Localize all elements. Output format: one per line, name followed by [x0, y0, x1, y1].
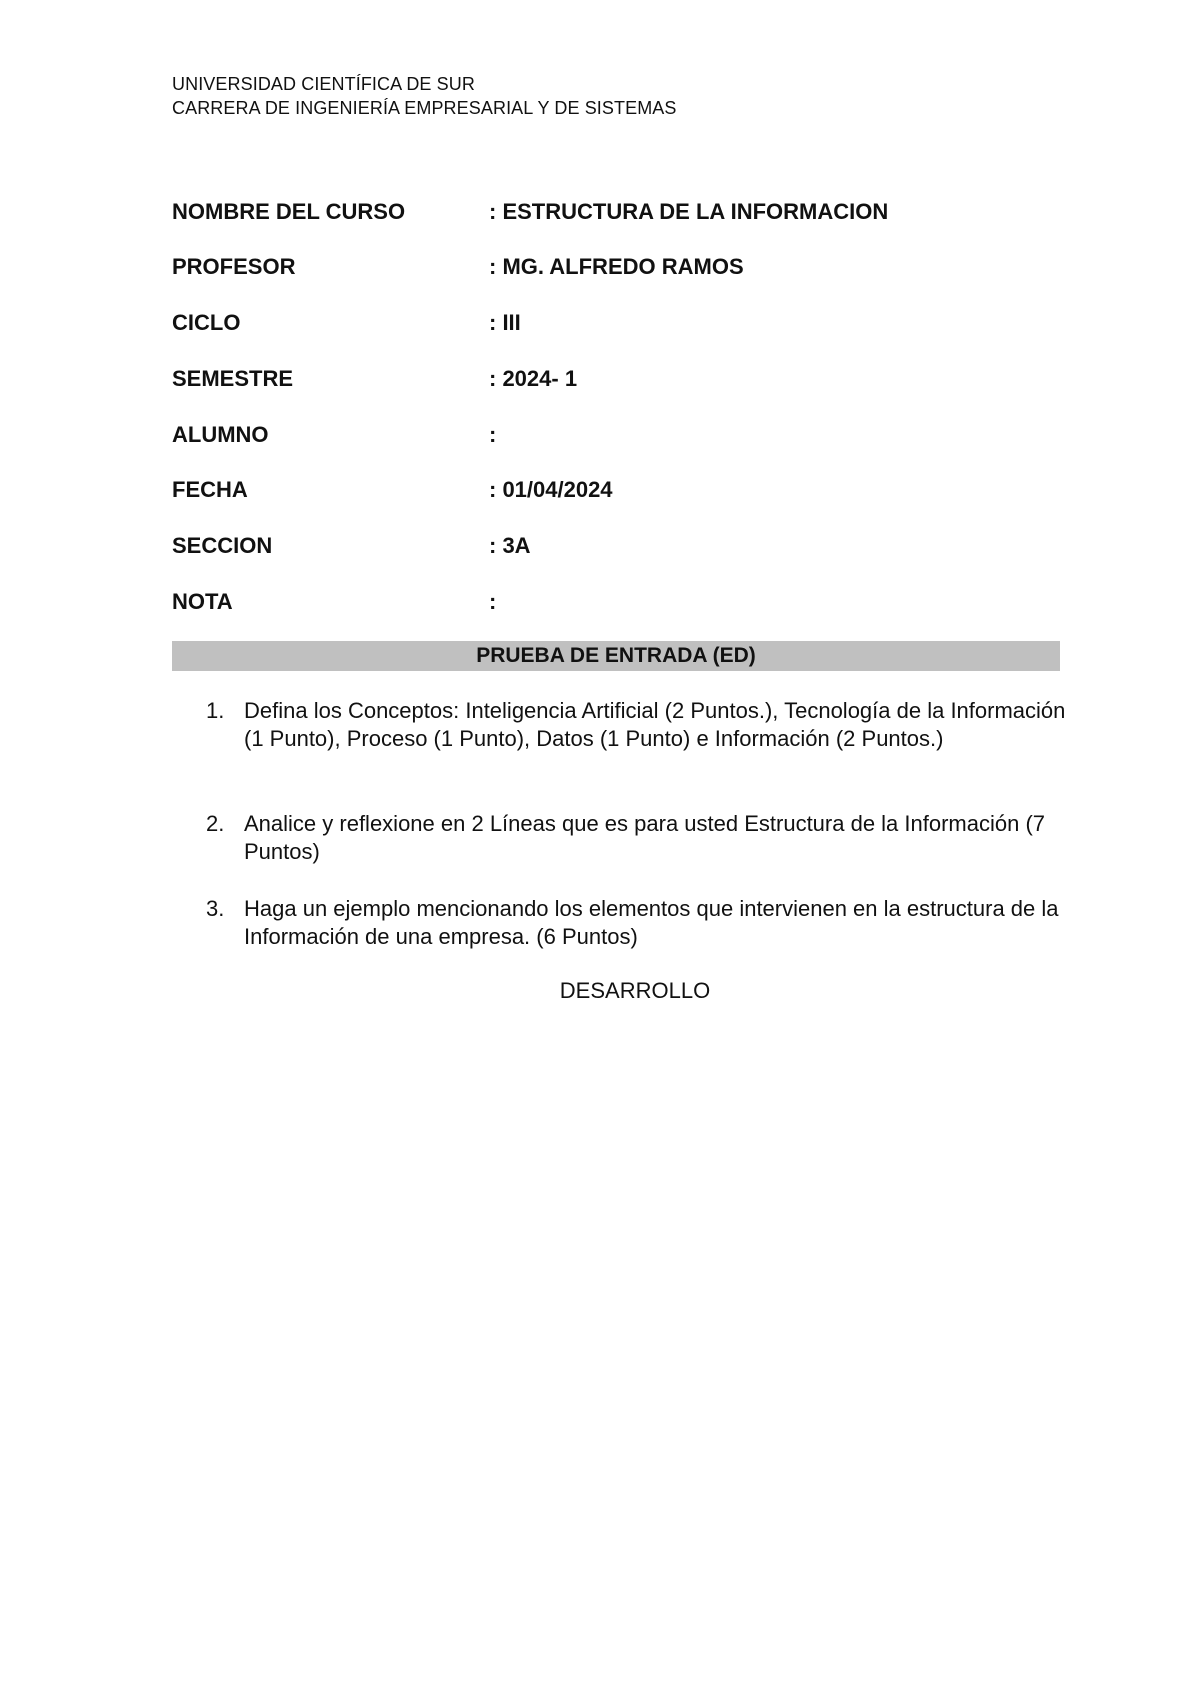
- info-label: SEMESTRE: [172, 366, 294, 391]
- question-text: Defina los Conceptos: Inteligencia Artificial (2 Puntos.), Tecnología de la Información (1 Punto), Proceso (1 Punto), Datos (1 Punto) e Información (2 Puntos.): [244, 698, 1066, 751]
- info-label: ALUMNO: [172, 422, 269, 447]
- section-heading: DESARROLLO: [559, 978, 711, 1003]
- info-row-semester: [172, 366, 1072, 396]
- info-label: PROFESOR: [172, 254, 296, 279]
- info-row-section: [172, 533, 1072, 563]
- info-row-date: [172, 477, 1072, 507]
- info-value: : III: [489, 310, 521, 335]
- info-label: NOMBRE DEL CURSO: [172, 199, 406, 224]
- info-value: : 2024- 1: [489, 366, 578, 391]
- info-value: : MG. ALFREDO RAMOS: [489, 254, 744, 279]
- info-value: : 3A: [489, 533, 531, 558]
- question-text: Analice y reflexione en 2 Líneas que es para usted Estructura de la Información (7 Puntos): [244, 811, 1046, 864]
- info-row-student: [172, 422, 1072, 452]
- info-value: : 01/04/2024: [489, 477, 613, 502]
- question-number: 3.: [206, 896, 225, 921]
- info-value: :: [489, 589, 497, 614]
- info-label: NOTA: [172, 589, 233, 614]
- info-value: :: [489, 422, 497, 447]
- question-number: 2.: [206, 811, 225, 836]
- info-label: CICLO: [172, 310, 241, 335]
- info-row-professor: [172, 254, 1072, 284]
- info-row-grade: [172, 589, 1072, 619]
- question-text: Haga un ejemplo mencionando los elementos que intervienen en la estructura de la Información de una empresa. (6 Puntos): [244, 896, 1059, 949]
- university-name: UNIVERSIDAD CIENTÍFICA DE SUR: [172, 74, 475, 94]
- info-row-course: [172, 199, 1072, 229]
- question-number: 1.: [206, 698, 225, 723]
- career-name: CARRERA DE INGENIERÍA EMPRESARIAL Y DE SISTEMAS: [172, 98, 677, 118]
- info-label: SECCION: [172, 533, 273, 558]
- exam-title-bar: PRUEBA DE ENTRADA (ED): [172, 641, 1060, 671]
- info-label: FECHA: [172, 477, 248, 502]
- info-row-cycle: [172, 310, 1072, 340]
- info-value: : ESTRUCTURA DE LA INFORMACION: [489, 199, 889, 224]
